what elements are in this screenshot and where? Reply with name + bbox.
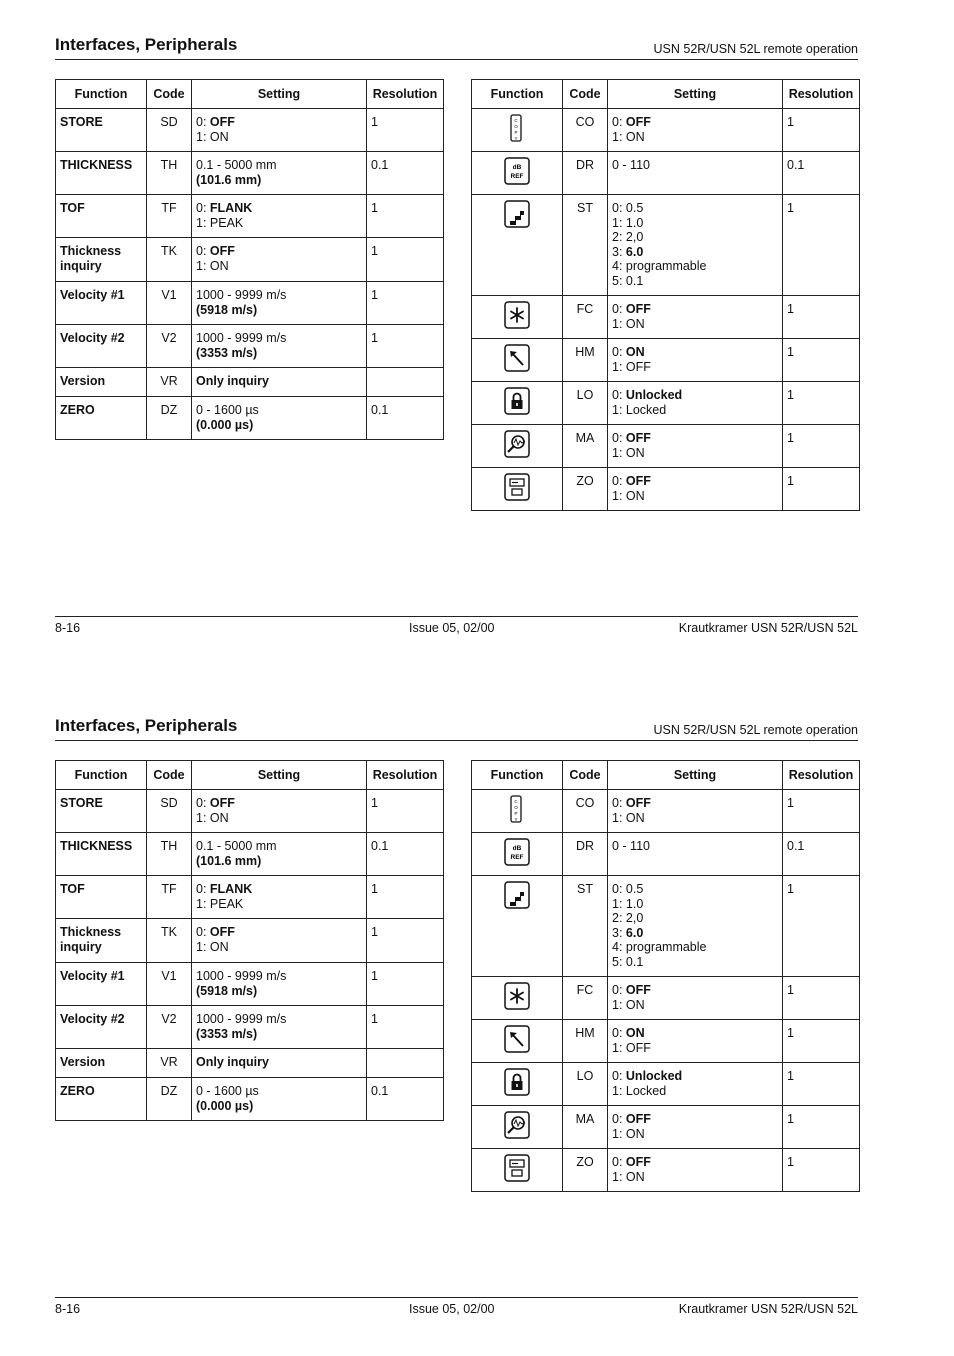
table-row bbox=[56, 790, 444, 833]
page-title: Interfaces, Peripherals bbox=[55, 716, 238, 735]
setting-line: 2: 2,0 bbox=[612, 230, 644, 244]
resolution-cell: 1 bbox=[783, 876, 860, 977]
table-row bbox=[56, 397, 444, 440]
setting-line: 4: programmable bbox=[612, 940, 707, 954]
lock-key-icon bbox=[504, 387, 530, 415]
col-setting: Setting bbox=[192, 80, 367, 109]
svg-text:Y: Y bbox=[514, 817, 518, 822]
table-row bbox=[472, 1063, 860, 1106]
table-row bbox=[56, 238, 444, 282]
setting-line: 1: ON bbox=[196, 129, 229, 144]
col-resolution: Resolution bbox=[367, 761, 444, 790]
step-key-icon bbox=[504, 881, 530, 909]
function-cell: Velocity #1 bbox=[56, 963, 147, 1006]
table-row bbox=[56, 282, 444, 325]
header-divider bbox=[55, 740, 858, 741]
col-code: Code bbox=[563, 761, 608, 790]
setting-cell bbox=[608, 833, 783, 876]
setting-cell bbox=[608, 109, 783, 152]
setting-line: 1: ON bbox=[612, 997, 645, 1012]
code-cell: TK bbox=[147, 919, 192, 963]
table-row bbox=[472, 339, 860, 382]
page-number: 8-16 bbox=[55, 621, 81, 635]
setting-line: 0.1 - 5000 mm bbox=[196, 158, 277, 172]
table-header-row bbox=[56, 761, 444, 790]
table-header-row bbox=[472, 80, 860, 109]
setting-cell bbox=[192, 833, 367, 876]
magnify-key-icon bbox=[504, 430, 530, 458]
setting-line: 0: Unlocked bbox=[612, 388, 683, 402]
resolution-cell: 1 bbox=[367, 195, 444, 238]
function-cell: Thickness inquiry bbox=[56, 919, 147, 963]
setting-line: 0: OFF bbox=[612, 115, 651, 129]
table-row bbox=[472, 833, 860, 876]
setting-line: 1: OFF bbox=[612, 359, 651, 374]
setting-cell bbox=[192, 238, 367, 282]
table-row bbox=[472, 1106, 860, 1149]
code-cell: ZO bbox=[563, 468, 608, 511]
setting-line: 0: OFF bbox=[612, 302, 651, 316]
setting-line: 1000 - 9999 m/s bbox=[196, 1012, 287, 1026]
setting-line: 0: ON bbox=[612, 345, 645, 359]
code-cell: TF bbox=[147, 876, 192, 919]
resolution-cell: 1 bbox=[783, 1149, 860, 1192]
function-cell: Version bbox=[56, 368, 147, 397]
resolution-cell: 0.1 bbox=[367, 1078, 444, 1121]
function-icon-cell bbox=[472, 833, 563, 876]
col-function: Function bbox=[56, 80, 147, 109]
setting-cell bbox=[192, 1006, 367, 1049]
setting-line: 0.1 - 5000 mm bbox=[196, 839, 277, 853]
setting-line: 1: PEAK bbox=[196, 896, 244, 911]
resolution-cell: 1 bbox=[367, 238, 444, 282]
code-cell: TF bbox=[147, 195, 192, 238]
code-cell: LO bbox=[563, 1063, 608, 1106]
table-row bbox=[56, 368, 444, 397]
svg-text:Y: Y bbox=[514, 136, 518, 141]
function-icon-cell bbox=[472, 468, 563, 511]
svg-text:P: P bbox=[514, 811, 518, 816]
setting-cell bbox=[192, 195, 367, 238]
setting-line: 1: ON bbox=[196, 258, 229, 273]
function-icon-cell bbox=[472, 1106, 563, 1149]
freeze-key-icon bbox=[504, 982, 530, 1010]
code-cell: DR bbox=[563, 833, 608, 876]
col-setting: Setting bbox=[608, 761, 783, 790]
table-row bbox=[472, 296, 860, 339]
setting-cell bbox=[192, 325, 367, 368]
resolution-cell: 1 bbox=[367, 790, 444, 833]
left-parameter-table bbox=[55, 760, 444, 1121]
table-row bbox=[56, 1078, 444, 1121]
setting-line: 0: OFF bbox=[612, 1112, 651, 1126]
table-row bbox=[56, 109, 444, 152]
function-cell: Thickness inquiry bbox=[56, 238, 147, 282]
product-name: Krautkramer USN 52R/USN 52L bbox=[678, 621, 858, 635]
col-function: Function bbox=[56, 761, 147, 790]
function-icon-cell bbox=[472, 1149, 563, 1192]
resolution-cell: 1 bbox=[783, 1063, 860, 1106]
resolution-cell: 1 bbox=[367, 919, 444, 963]
setting-line: 1: OFF bbox=[612, 1040, 651, 1055]
code-cell: LO bbox=[563, 382, 608, 425]
setting-cell bbox=[192, 282, 367, 325]
setting-cell bbox=[192, 1049, 367, 1078]
function-cell: TOF bbox=[56, 195, 147, 238]
resolution-cell: 1 bbox=[783, 977, 860, 1020]
code-cell: V2 bbox=[147, 325, 192, 368]
table-row bbox=[56, 1049, 444, 1078]
lock-key-icon bbox=[504, 1068, 530, 1096]
setting-cell bbox=[192, 368, 367, 397]
setting-line: 1: ON bbox=[612, 1126, 645, 1141]
setting-line: (5918 m/s) bbox=[196, 983, 258, 998]
table-row bbox=[472, 1020, 860, 1063]
setting-cell bbox=[192, 790, 367, 833]
setting-cell bbox=[608, 425, 783, 468]
setting-line: 0 - 1600 µs bbox=[196, 1084, 259, 1098]
svg-text:O: O bbox=[514, 124, 518, 129]
setting-cell bbox=[608, 1106, 783, 1149]
setting-cell bbox=[192, 1078, 367, 1121]
code-cell: MA bbox=[563, 425, 608, 468]
svg-text:C: C bbox=[514, 799, 518, 804]
resolution-cell: 0.1 bbox=[367, 833, 444, 876]
code-cell: V1 bbox=[147, 282, 192, 325]
code-cell: SD bbox=[147, 790, 192, 833]
function-icon-cell bbox=[472, 790, 563, 833]
resolution-cell: 1 bbox=[783, 1020, 860, 1063]
code-cell: HM bbox=[563, 339, 608, 382]
function-cell: Velocity #1 bbox=[56, 282, 147, 325]
setting-line: Only inquiry bbox=[196, 374, 269, 388]
page-subtitle: USN 52R/USN 52L remote operation bbox=[653, 723, 858, 737]
setting-line: 0: OFF bbox=[612, 1155, 651, 1169]
function-cell: Velocity #2 bbox=[56, 325, 147, 368]
table-row bbox=[472, 109, 860, 152]
setting-line: 1: 1.0 bbox=[612, 215, 644, 230]
setting-line: 0: OFF bbox=[196, 244, 235, 258]
code-cell: FC bbox=[563, 977, 608, 1020]
setting-line: 0: 0.5 bbox=[612, 882, 644, 896]
table-header-row bbox=[56, 80, 444, 109]
page-subtitle: USN 52R/USN 52L remote operation bbox=[653, 42, 858, 56]
table-row bbox=[472, 195, 860, 296]
code-cell: V2 bbox=[147, 1006, 192, 1049]
resolution-cell: 1 bbox=[367, 876, 444, 919]
setting-line: 1: ON bbox=[612, 488, 645, 503]
issue-date: Issue 05, 02/00 bbox=[409, 1302, 495, 1316]
svg-text:O: O bbox=[514, 805, 518, 810]
setting-cell bbox=[608, 296, 783, 339]
function-cell: Version bbox=[56, 1049, 147, 1078]
function-icon-cell bbox=[472, 195, 563, 296]
setting-line: 0: OFF bbox=[612, 474, 651, 488]
setting-line: 1: Locked bbox=[612, 1083, 667, 1098]
setting-cell bbox=[608, 977, 783, 1020]
setting-line: 0 - 1600 µs bbox=[196, 403, 259, 417]
code-cell: ST bbox=[563, 876, 608, 977]
setting-line: 1: ON bbox=[196, 810, 229, 825]
resolution-cell: 1 bbox=[783, 790, 860, 833]
table-row bbox=[472, 790, 860, 833]
resolution-cell: 1 bbox=[783, 195, 860, 296]
setting-cell bbox=[608, 382, 783, 425]
setting-cell bbox=[608, 1149, 783, 1192]
setting-line: 1000 - 9999 m/s bbox=[196, 288, 287, 302]
freeze-key-icon bbox=[504, 301, 530, 329]
resolution-cell: 0.1 bbox=[367, 152, 444, 195]
svg-text:REF: REF bbox=[510, 173, 524, 180]
code-cell: CO bbox=[563, 109, 608, 152]
setting-line: (3353 m/s) bbox=[196, 345, 258, 360]
table-row bbox=[472, 1149, 860, 1192]
code-cell: VR bbox=[147, 1049, 192, 1078]
setting-cell bbox=[608, 876, 783, 977]
function-cell: STORE bbox=[56, 109, 147, 152]
resolution-cell: 1 bbox=[783, 109, 860, 152]
setting-line: 1: ON bbox=[612, 129, 645, 144]
col-setting: Setting bbox=[192, 761, 367, 790]
code-cell: DR bbox=[563, 152, 608, 195]
setting-line: (101.6 mm) bbox=[196, 172, 262, 187]
resolution-cell: 1 bbox=[783, 296, 860, 339]
setting-cell bbox=[608, 195, 783, 296]
col-function: Function bbox=[472, 80, 563, 109]
setting-cell bbox=[192, 876, 367, 919]
function-icon-cell bbox=[472, 339, 563, 382]
copy-key-icon bbox=[504, 114, 530, 142]
col-code: Code bbox=[147, 761, 192, 790]
setting-line: 0: OFF bbox=[196, 115, 235, 129]
resolution-cell: 1 bbox=[783, 382, 860, 425]
code-cell: V1 bbox=[147, 963, 192, 1006]
footer-divider bbox=[55, 616, 858, 617]
setting-line: 0: 0.5 bbox=[612, 201, 644, 215]
zoom-key-icon bbox=[504, 1154, 530, 1182]
home-arrow-key-icon bbox=[504, 344, 530, 372]
setting-line: 1: ON bbox=[612, 316, 645, 331]
col-code: Code bbox=[563, 80, 608, 109]
setting-line: 5: 0.1 bbox=[612, 954, 644, 969]
setting-cell bbox=[608, 152, 783, 195]
setting-line: 0: OFF bbox=[196, 796, 235, 810]
resolution-cell: 1 bbox=[367, 963, 444, 1006]
setting-line: 1: PEAK bbox=[196, 215, 244, 230]
function-cell: ZERO bbox=[56, 397, 147, 440]
function-icon-cell bbox=[472, 296, 563, 339]
function-icon-cell bbox=[472, 1063, 563, 1106]
function-icon-cell bbox=[472, 109, 563, 152]
svg-text:P: P bbox=[514, 130, 518, 135]
setting-line: Only inquiry bbox=[196, 1055, 269, 1069]
setting-line: 4: programmable bbox=[612, 259, 707, 273]
setting-line: 0: OFF bbox=[612, 431, 651, 445]
resolution-cell: 0.1 bbox=[783, 833, 860, 876]
step-key-icon bbox=[504, 200, 530, 228]
function-cell: ZERO bbox=[56, 1078, 147, 1121]
table-row bbox=[472, 382, 860, 425]
setting-line: 0: Unlocked bbox=[612, 1069, 683, 1083]
home-arrow-key-icon bbox=[504, 1025, 530, 1053]
resolution-cell bbox=[367, 1049, 444, 1078]
setting-line: 0: OFF bbox=[196, 925, 235, 939]
page-number: 8-16 bbox=[55, 1302, 81, 1316]
issue-date: Issue 05, 02/00 bbox=[409, 621, 495, 635]
page-title: Interfaces, Peripherals bbox=[55, 35, 238, 54]
footer-divider bbox=[55, 1297, 858, 1298]
magnify-key-icon bbox=[504, 1111, 530, 1139]
setting-line: 1: Locked bbox=[612, 402, 667, 417]
table-row bbox=[56, 325, 444, 368]
code-cell: CO bbox=[563, 790, 608, 833]
copy-key-icon bbox=[504, 795, 530, 823]
setting-line: 3: 6.0 bbox=[612, 925, 644, 940]
setting-cell bbox=[608, 468, 783, 511]
svg-text:REF: REF bbox=[510, 854, 524, 861]
setting-line: 0 - 110 bbox=[612, 839, 650, 853]
setting-cell bbox=[608, 790, 783, 833]
function-icon-cell bbox=[472, 977, 563, 1020]
setting-line: (5918 m/s) bbox=[196, 302, 258, 317]
setting-line: 0: ON bbox=[612, 1026, 645, 1040]
resolution-cell: 0.1 bbox=[367, 397, 444, 440]
setting-cell bbox=[192, 963, 367, 1006]
code-cell: HM bbox=[563, 1020, 608, 1063]
resolution-cell: 1 bbox=[367, 282, 444, 325]
setting-line: (0.000 µs) bbox=[196, 1098, 254, 1113]
page-top bbox=[0, 0, 954, 675]
code-cell: TK bbox=[147, 238, 192, 282]
code-cell: ST bbox=[563, 195, 608, 296]
setting-line: 5: 0.1 bbox=[612, 273, 644, 288]
function-icon-cell bbox=[472, 876, 563, 977]
setting-line: 2: 2,0 bbox=[612, 911, 644, 925]
resolution-cell: 1 bbox=[783, 1106, 860, 1149]
setting-line: 1: ON bbox=[196, 939, 229, 954]
table-row bbox=[56, 152, 444, 195]
col-resolution: Resolution bbox=[783, 80, 860, 109]
resolution-cell: 1 bbox=[783, 468, 860, 511]
db-ref-key-icon bbox=[504, 157, 530, 185]
product-name: Krautkramer USN 52R/USN 52L bbox=[678, 1302, 858, 1316]
table-row bbox=[56, 1006, 444, 1049]
setting-line: 1: ON bbox=[612, 1169, 645, 1184]
resolution-cell: 1 bbox=[367, 325, 444, 368]
setting-line: 1: ON bbox=[612, 810, 645, 825]
setting-line: 1000 - 9999 m/s bbox=[196, 969, 287, 983]
col-code: Code bbox=[147, 80, 192, 109]
setting-cell bbox=[192, 109, 367, 152]
setting-line: (101.6 mm) bbox=[196, 853, 262, 868]
code-cell: VR bbox=[147, 368, 192, 397]
code-cell: ZO bbox=[563, 1149, 608, 1192]
table-row bbox=[56, 833, 444, 876]
svg-text:dB: dB bbox=[512, 164, 522, 171]
function-cell: Velocity #2 bbox=[56, 1006, 147, 1049]
table-row bbox=[56, 195, 444, 238]
setting-line: 3: 6.0 bbox=[612, 244, 644, 259]
table-row bbox=[472, 977, 860, 1020]
table-row bbox=[472, 152, 860, 195]
function-cell: THICKNESS bbox=[56, 152, 147, 195]
left-parameter-table bbox=[55, 79, 444, 440]
col-resolution: Resolution bbox=[783, 761, 860, 790]
svg-text:C: C bbox=[514, 118, 518, 123]
table-row bbox=[56, 963, 444, 1006]
resolution-cell: 1 bbox=[783, 425, 860, 468]
code-cell: TH bbox=[147, 833, 192, 876]
setting-line: (0.000 µs) bbox=[196, 417, 254, 432]
table-header-row bbox=[472, 761, 860, 790]
table-row bbox=[56, 876, 444, 919]
zoom-key-icon bbox=[504, 473, 530, 501]
function-cell: THICKNESS bbox=[56, 833, 147, 876]
code-cell: TH bbox=[147, 152, 192, 195]
code-cell: FC bbox=[563, 296, 608, 339]
col-setting: Setting bbox=[608, 80, 783, 109]
function-icon-cell bbox=[472, 1020, 563, 1063]
table-row bbox=[472, 876, 860, 977]
resolution-cell: 1 bbox=[367, 109, 444, 152]
code-cell: DZ bbox=[147, 397, 192, 440]
col-resolution: Resolution bbox=[367, 80, 444, 109]
setting-line: 0: OFF bbox=[612, 796, 651, 810]
setting-cell bbox=[192, 152, 367, 195]
right-parameter-table bbox=[471, 79, 860, 511]
code-cell: DZ bbox=[147, 1078, 192, 1121]
resolution-cell: 1 bbox=[783, 339, 860, 382]
resolution-cell: 1 bbox=[367, 1006, 444, 1049]
setting-cell bbox=[192, 919, 367, 963]
svg-text:dB: dB bbox=[512, 845, 522, 852]
code-cell: SD bbox=[147, 109, 192, 152]
table-row bbox=[56, 919, 444, 963]
setting-line: 0: FLANK bbox=[196, 201, 253, 215]
setting-line: 1: ON bbox=[612, 445, 645, 460]
setting-cell bbox=[192, 397, 367, 440]
function-icon-cell bbox=[472, 152, 563, 195]
setting-line: 0 - 110 bbox=[612, 158, 650, 172]
setting-line: 1000 - 9999 m/s bbox=[196, 331, 287, 345]
setting-line: 1: 1.0 bbox=[612, 896, 644, 911]
setting-cell bbox=[608, 339, 783, 382]
code-cell: MA bbox=[563, 1106, 608, 1149]
function-cell: STORE bbox=[56, 790, 147, 833]
resolution-cell: 0.1 bbox=[783, 152, 860, 195]
header-divider bbox=[55, 59, 858, 60]
function-icon-cell bbox=[472, 425, 563, 468]
setting-line: (3353 m/s) bbox=[196, 1026, 258, 1041]
page-bottom bbox=[0, 681, 954, 1356]
col-function: Function bbox=[472, 761, 563, 790]
resolution-cell bbox=[367, 368, 444, 397]
setting-cell bbox=[608, 1020, 783, 1063]
setting-line: 0: OFF bbox=[612, 983, 651, 997]
db-ref-key-icon bbox=[504, 838, 530, 866]
setting-cell bbox=[608, 1063, 783, 1106]
function-icon-cell bbox=[472, 382, 563, 425]
table-row bbox=[472, 425, 860, 468]
table-row bbox=[472, 468, 860, 511]
setting-line: 0: FLANK bbox=[196, 882, 253, 896]
right-parameter-table bbox=[471, 760, 860, 1192]
function-cell: TOF bbox=[56, 876, 147, 919]
